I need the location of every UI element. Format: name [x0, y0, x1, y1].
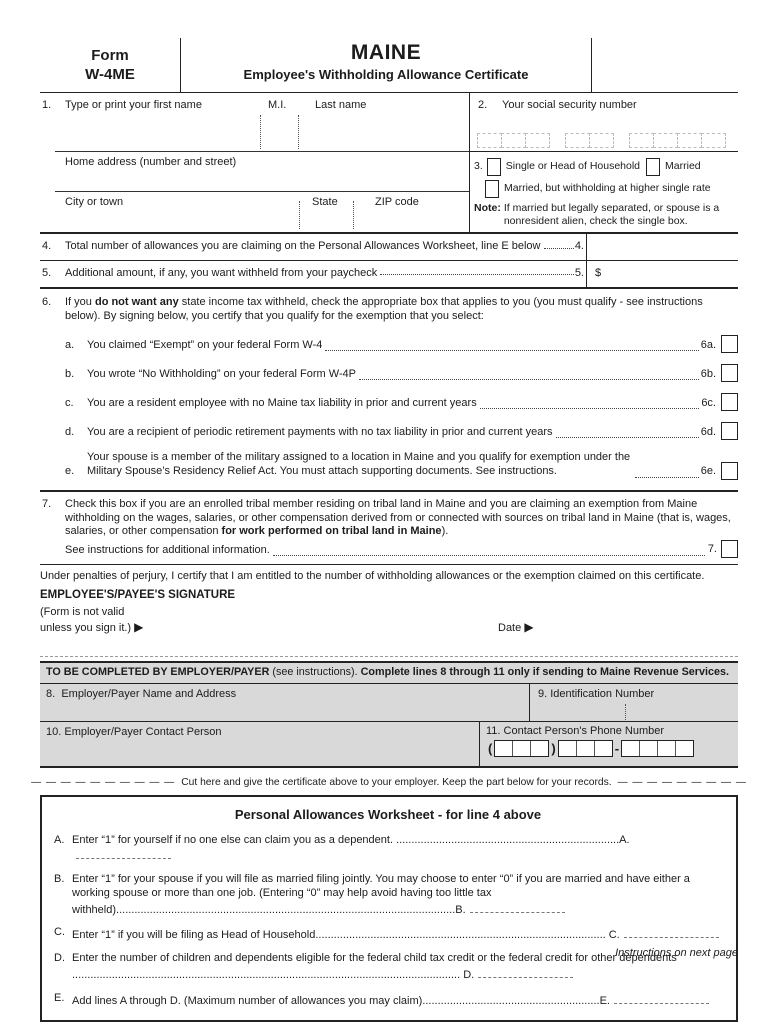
item-6e-letter: e.: [65, 465, 75, 477]
item-6e-end: 6e.: [700, 465, 716, 477]
line1-number: 1.: [42, 99, 52, 111]
married-label: Married: [665, 160, 701, 173]
checkbox-6a[interactable]: [721, 335, 738, 353]
line4-text-area: [40, 234, 586, 260]
signature-input-area[interactable]: [200, 620, 488, 638]
exemption-section: [40, 289, 738, 490]
cut-dashes-left: — — — — — — — — — —: [31, 776, 176, 788]
worksheet-e-entry-line[interactable]: [614, 992, 709, 1004]
item-6c-letter: c.: [65, 396, 74, 409]
line7-number: 7.: [42, 497, 52, 510]
item-6c: [65, 393, 738, 411]
line11-number: 11.: [486, 724, 501, 737]
signature-heading: EMPLOYEE'S/PAYEE'S SIGNATURE: [40, 588, 236, 601]
item-6a-leader: [325, 346, 698, 351]
city-state-zip-row[interactable]: [40, 191, 469, 231]
city-row-divider: [55, 191, 469, 192]
checkbox-6d[interactable]: [721, 422, 738, 440]
name-address-column: [40, 93, 469, 232]
item-6c-end: 6c.: [701, 396, 716, 409]
first-name-label: Type or print your first name: [65, 99, 202, 111]
line7-last-line: [65, 540, 738, 558]
line4-number: 4.: [42, 240, 52, 253]
line4-entry-box[interactable]: [586, 234, 738, 260]
form-header: [40, 38, 738, 92]
worksheet-b-entry-line[interactable]: [470, 901, 565, 913]
checkbox-6e[interactable]: [721, 462, 738, 480]
item-6e-leader: [635, 473, 699, 478]
item-6b-letter: b.: [65, 367, 75, 380]
last-name-label: Last name: [315, 99, 367, 111]
line6-intro-text: If you do not want any state income tax withheld, check the appropriate box that applies to you (you must qualify - see instructions below). By signing below, you certify that you qualify for the exemption that you select:: [65, 295, 703, 322]
item-6e-text: Your spouse is a member of the military assigned to a location in Maine and you qualify for exemption under the Military Spouse’s Residency Relief Act. You must attach supporting documents. See instructions.: [87, 451, 631, 477]
item-6a-letter: a.: [65, 338, 75, 351]
worksheet-a-entry-line[interactable]: [76, 847, 171, 859]
form-number: W-4ME: [85, 66, 135, 83]
line7-see-instructions: See instructions for additional information.: [65, 544, 270, 557]
line3-number: 3.: [474, 160, 483, 173]
line9-number: 9.: [538, 687, 548, 700]
item-6d-end: 6d.: [700, 425, 716, 438]
item-6c-text: You are a resident employee with no Maine tax liability in prior and current years: [87, 396, 477, 409]
date-label-row: Date ▶: [498, 620, 534, 635]
currency-symbol: $: [595, 267, 602, 279]
line4-text: Total number of allowances you are claiming on the Personal Allowances Worksheet, line E below: [65, 240, 541, 253]
line9-label: Identification Number: [550, 687, 655, 700]
header-right-spacer: [592, 38, 738, 92]
line8-number: 8.: [46, 687, 56, 700]
phone-line-cells[interactable]: [621, 740, 694, 757]
line8-label: Employer/Payer Name and Address: [61, 687, 237, 700]
identity-block: [40, 92, 738, 232]
ssn-group-3[interactable]: [630, 133, 726, 148]
note-label: Note:: [474, 202, 501, 214]
line4-leader: [544, 244, 574, 249]
phone-input-row: [486, 740, 738, 757]
note-text: If married but legally separated, or spouse is a nonresident alien, check the single box.: [503, 202, 720, 228]
married-higher-rate-label: Married, but withholding at higher single rate: [504, 182, 711, 195]
tribal-exemption-section: [40, 490, 738, 565]
item-6b: [65, 364, 738, 382]
phone-dash: -: [614, 740, 620, 756]
line6-number: 6.: [42, 295, 52, 308]
married-checkbox[interactable]: [646, 158, 660, 176]
worksheet-item-c: [54, 926, 722, 943]
status-line-2: [485, 180, 734, 198]
line7-end: 7.: [707, 543, 717, 556]
status-note: [474, 202, 734, 228]
date-arrow-icon: ▶: [524, 620, 534, 635]
worksheet-a-body: Enter “1” for yourself if no one else can claim you as a dependent. .........................................................................A.: [72, 834, 722, 865]
filing-status-section: [470, 152, 738, 232]
cut-dashes-right: — — — — — — — — —: [617, 776, 747, 788]
form-word: Form: [91, 46, 129, 64]
instructions-note: Instructions on next page: [615, 947, 738, 959]
zip-left-divider: [353, 201, 354, 229]
worksheet-d-lead: D.: [54, 952, 65, 965]
date-input-area[interactable]: [560, 620, 738, 638]
phone-prefix-cells[interactable]: [558, 740, 613, 757]
form-body: [31, 38, 747, 1022]
single-label: Single or Head of Household: [505, 160, 641, 173]
form-number-block: [40, 38, 181, 92]
line5-end-label: 5.: [574, 267, 584, 279]
line5-row: [40, 260, 738, 289]
employer-row-10-11: [40, 722, 738, 766]
state-left-divider: [299, 201, 300, 229]
employer-header: TO BE COMPLETED BY EMPLOYER/PAYER (see instructions). Complete lines 8 through 11 only if sending to Maine Revenue Services.: [40, 663, 738, 683]
line7-leader: [273, 551, 705, 556]
state-label: State: [312, 196, 338, 208]
line2-number: 2.: [478, 99, 488, 111]
line5-entry-box[interactable]: [586, 261, 738, 287]
home-address-divider: [55, 151, 469, 152]
worksheet-item-e: [54, 992, 722, 1009]
line4-row: [40, 232, 738, 260]
line7-bold: for work performed on tribal land in Maine: [221, 525, 442, 538]
line7-body: [65, 498, 738, 558]
ssn-label: Your social security number: [502, 99, 637, 111]
phone-open-paren: (: [488, 740, 493, 756]
item-6d-letter: d.: [65, 425, 75, 438]
signature-arrow-icon: ▶: [134, 619, 144, 634]
cut-here-text: Cut here and give the certificate above to your employer. Keep the part below for your records.: [181, 776, 612, 788]
line6-intro-bold: do not want any: [94, 295, 179, 308]
city-label: City or town: [65, 196, 124, 208]
ssn-group-2[interactable]: [566, 133, 614, 148]
home-address-row[interactable]: [40, 151, 469, 191]
form-title-block: [181, 38, 592, 92]
item-6d-text: You are a recipient of periodic retirement payments with no tax liability in prior and current years: [87, 425, 553, 438]
employer-row-8-9: [40, 684, 738, 722]
item-6b-leader: [359, 375, 699, 380]
single-checkbox[interactable]: [487, 158, 501, 176]
worksheet-c-body: Enter “1” if you will be filing as Head of Household............................................................................................... C.: [72, 926, 722, 943]
item-6a-text: You claimed “Exempt” on your federal Form W-4: [87, 338, 323, 351]
worksheet-title: Personal Allowances Worksheet - for line 4 above: [234, 807, 542, 823]
item-6e: [65, 451, 738, 480]
worksheet-item-b: [54, 873, 722, 917]
item-6d-leader: [556, 433, 699, 438]
line4-end-label: 4.: [574, 240, 584, 253]
employer-block: [40, 661, 738, 767]
home-address-label: Home address (number and street): [65, 156, 237, 168]
state-title: MAINE: [350, 41, 422, 64]
zip-label: ZIP code: [375, 196, 419, 208]
worksheet-d-body: Enter the number of children and dependents eligible for the federal child tax credit or the federal credit for other dependents ............................................................................................................................... D.: [72, 952, 677, 981]
married-higher-rate-checkbox[interactable]: [485, 180, 499, 198]
signature-note: (Form is not valid unless you sign it.) ▶: [40, 606, 144, 634]
line11-label: Contact Person's Phone Number: [503, 724, 665, 737]
checkbox-6c[interactable]: [721, 393, 738, 411]
line10-label: Employer/Payer Contact Person: [64, 725, 222, 738]
cut-here-line: [31, 776, 747, 790]
item-6b-end: 6b.: [700, 367, 716, 380]
employer-separator: [40, 656, 738, 657]
line5-number: 5.: [42, 267, 52, 279]
phone-close-paren: ): [551, 740, 556, 756]
name-row[interactable]: [40, 93, 469, 151]
ssn-status-column: [469, 93, 738, 232]
exemption-items: [65, 335, 738, 480]
mi-right-divider: [298, 115, 299, 149]
middle-initial-label: M.I.: [268, 99, 287, 111]
item-6a-end: 6a.: [700, 338, 716, 351]
line5-text-area: [40, 261, 586, 287]
line5-text: Additional amount, if any, you want withheld from your paycheck: [65, 267, 378, 279]
id-number-divider: [625, 704, 626, 720]
line5-leader: [380, 270, 574, 275]
line7-text: Check this box if you are an enrolled tribal member residing on tribal land in Maine and you are claiming an exemption from Maine withholding on the wages, salaries, or other compensation derived from or connected with sources on tribal land in Maine (that is, wages, salaries, or other compensation for work performed on tribal land in Maine).: [65, 497, 731, 538]
checkbox-6b[interactable]: [721, 364, 738, 382]
item-6a: [65, 335, 738, 353]
ssn-row[interactable]: [470, 93, 738, 152]
mi-left-divider: [260, 115, 261, 149]
line11-label-row: [486, 725, 738, 739]
contact-person-field[interactable]: [40, 722, 479, 766]
phone-number-field: [479, 722, 738, 766]
line10-number: 10.: [46, 725, 62, 738]
item-6d: [65, 422, 738, 440]
signature-row: [40, 606, 738, 648]
line6-intro: [40, 296, 738, 324]
worksheet-d-entry-line[interactable]: [478, 966, 573, 978]
item-6b-text: You wrote “No Withholding” on your federal Form W-4P: [87, 367, 357, 380]
worksheet-item-a: [54, 834, 722, 865]
checkbox-7[interactable]: [721, 540, 738, 558]
status-line-1: [474, 158, 734, 176]
personal-allowances-worksheet: [40, 795, 738, 1022]
phone-area-code-cells[interactable]: [494, 740, 549, 757]
worksheet-b-body: Enter “1” for your spouse if you will file as married filing jointly. You may choose to enter “0” if you are married and have either a working spouse or more than one job. (Entering “0” may help avoid having too little tax withheld)...............................................................................................................B.: [72, 873, 690, 916]
ssn-group-1[interactable]: [478, 133, 550, 148]
worksheet-e-body: Add lines A through D. (Maximum number of allowances you may claim)..........................................................E.: [72, 992, 722, 1009]
item-6c-leader: [480, 404, 700, 409]
worksheet-c-lead: C.: [54, 926, 65, 939]
identification-number-field[interactable]: [529, 684, 738, 721]
employer-name-address-field[interactable]: [40, 684, 529, 721]
worksheet-a-lead: A.: [54, 833, 65, 846]
ssn-input-cells[interactable]: [478, 133, 726, 148]
worksheet-c-entry-line[interactable]: [624, 926, 719, 938]
worksheet-b-lead: B.: [54, 873, 65, 886]
form-subtitle: Employee's Withholding Allowance Certificate: [243, 67, 529, 83]
perjury-statement: Under penalties of perjury, I certify that I am entitled to the number of withholding allowances or the exemption claimed on this certificate.: [40, 570, 705, 582]
worksheet-e-lead: E.: [54, 991, 65, 1004]
